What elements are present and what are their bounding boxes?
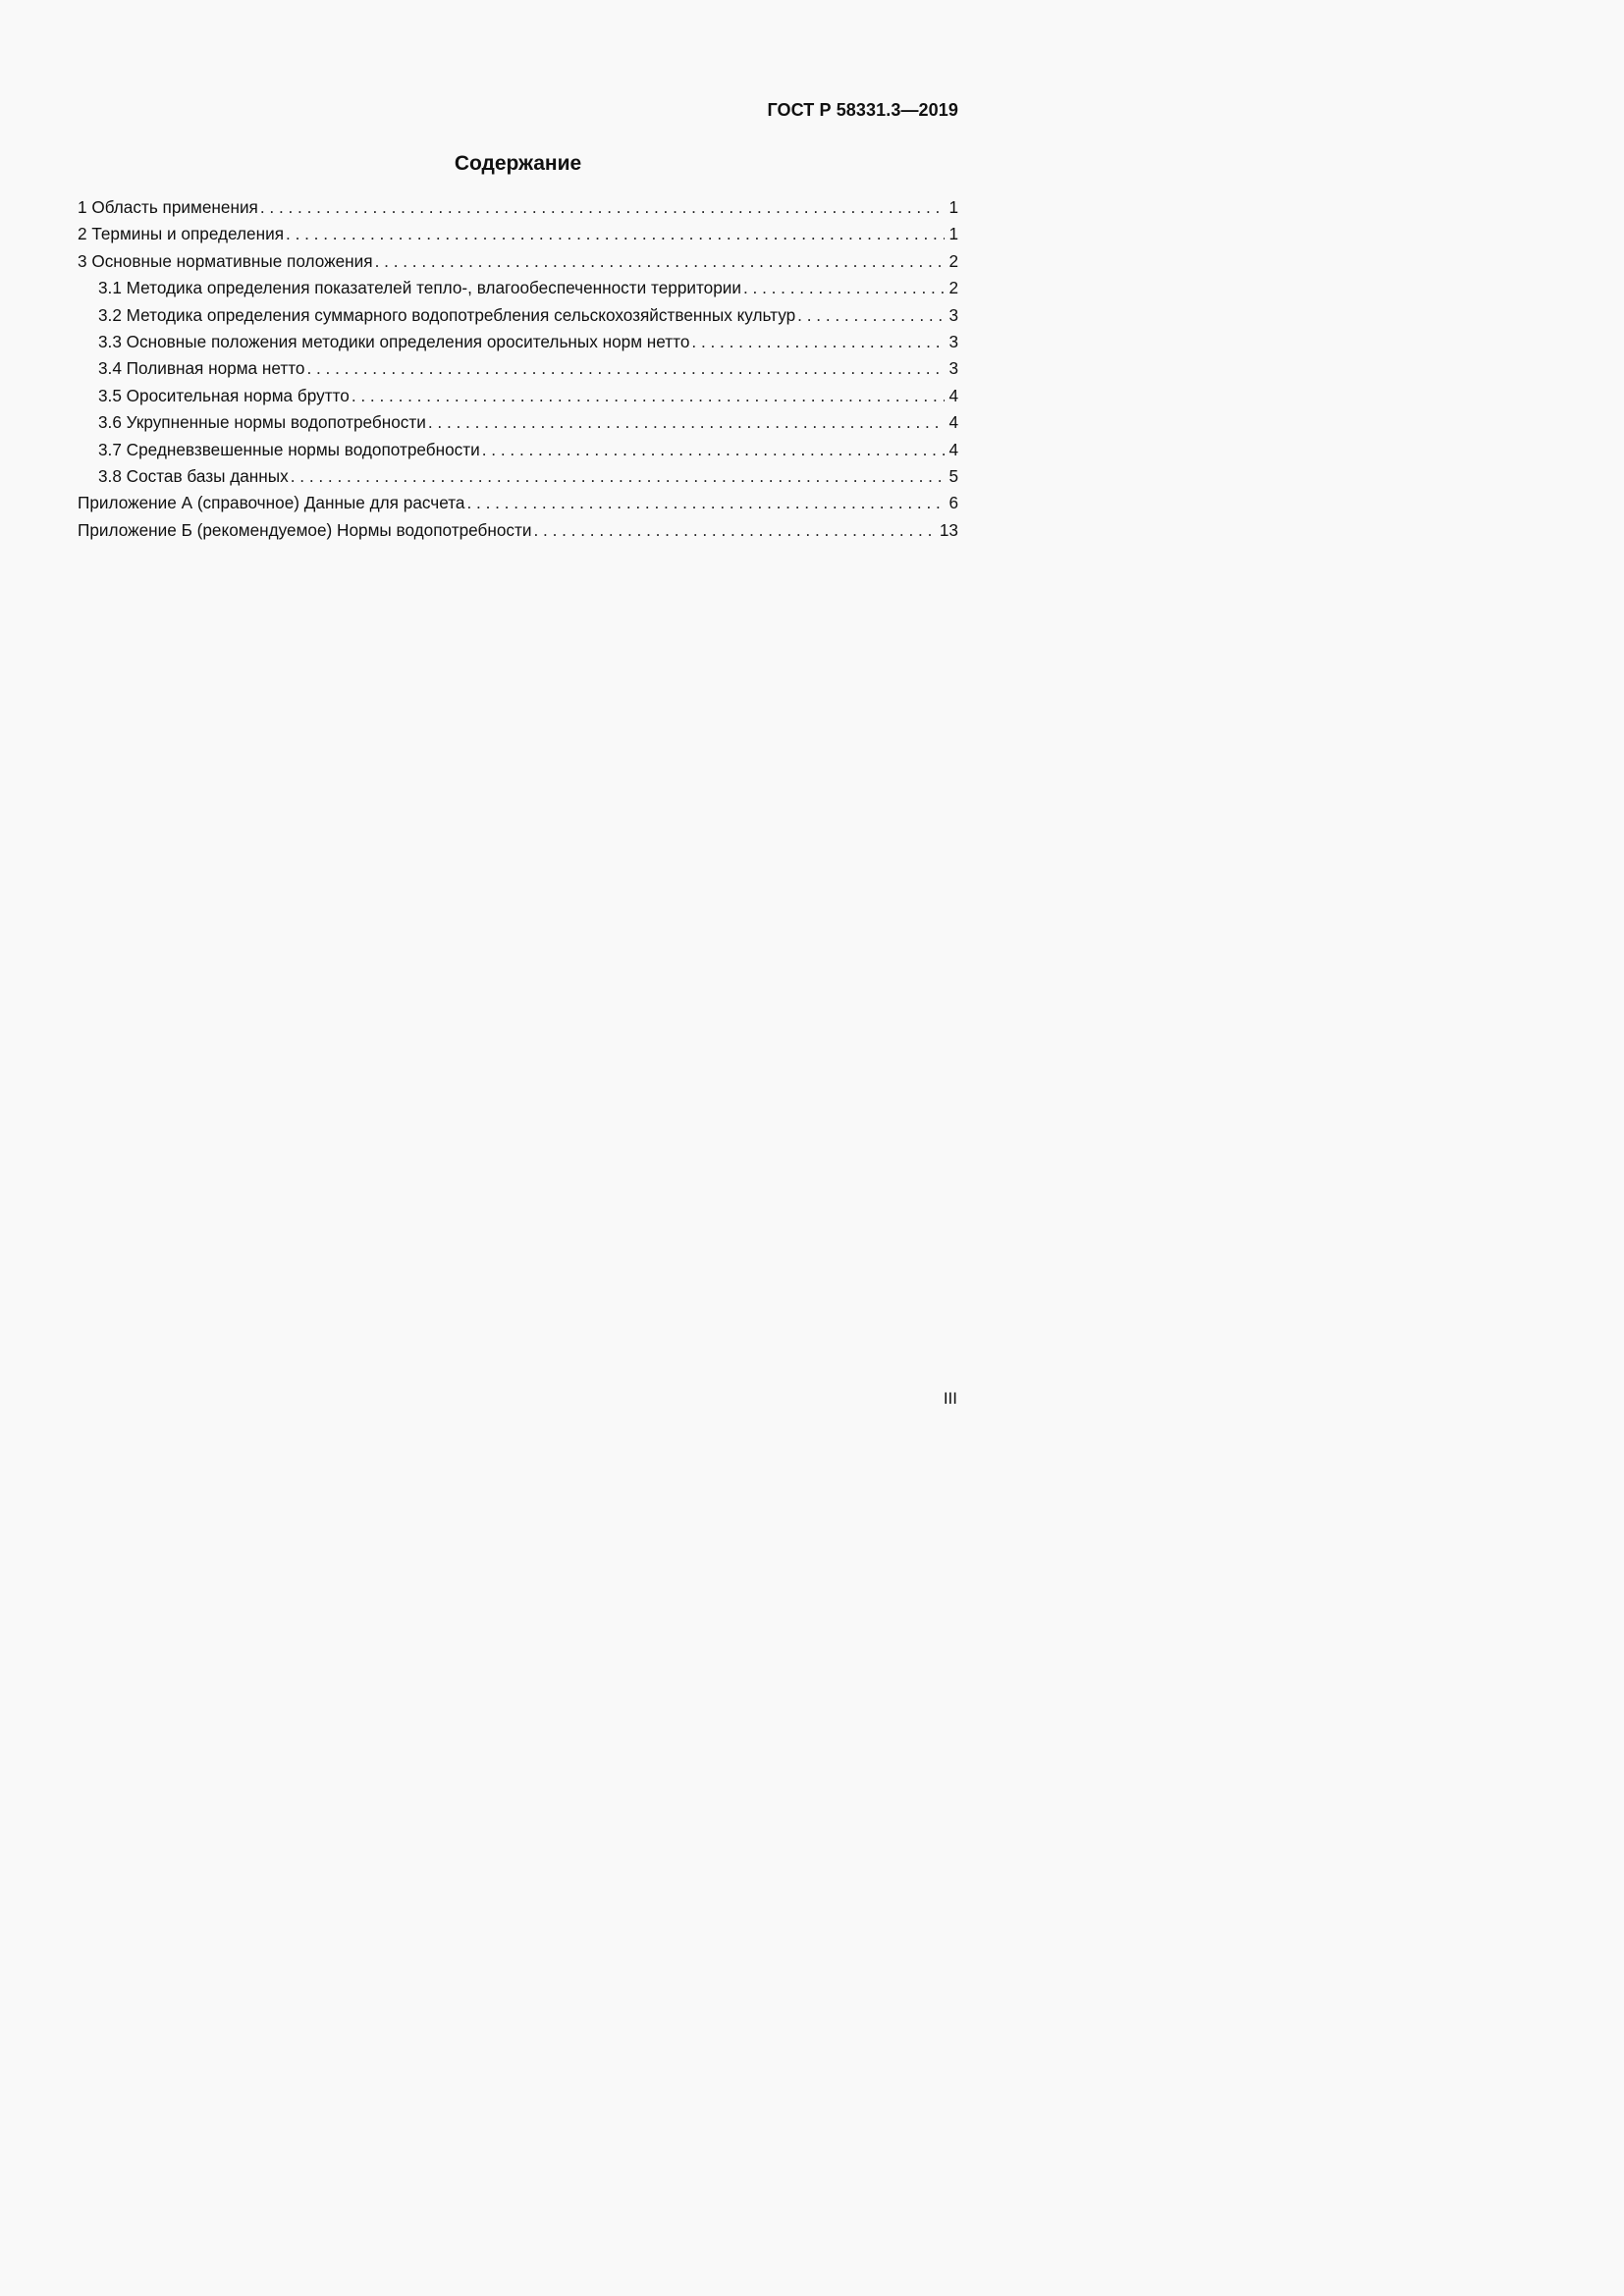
toc-entry-page: 13: [939, 519, 958, 540]
toc-entry-page: 6: [948, 493, 958, 513]
toc-dot-leader: [482, 437, 946, 463]
toc-dot-leader: [291, 463, 946, 490]
page-number: III: [943, 1389, 957, 1408]
toc-entry-page: 1: [948, 224, 958, 244]
toc-subentry[interactable]: [78, 437, 958, 463]
toc-subentry[interactable]: [78, 463, 958, 490]
toc-entry-text: 2 Термины и определения: [78, 224, 285, 244]
toc-dot-leader: [691, 329, 945, 355]
toc-subentry[interactable]: [78, 275, 958, 301]
toc-entry[interactable]: [78, 248, 958, 275]
toc-entry-text: Приложение А (справочное) Данные для расчета: [78, 493, 465, 513]
toc-entry-text: 3.5 Оросительная норма брутто: [98, 385, 350, 405]
toc-dot-leader: [428, 409, 946, 436]
toc-entry-text: Приложение Б (рекомендуемое) Нормы водопотребности: [78, 519, 532, 540]
toc-entry-page: 2: [948, 278, 958, 298]
toc-entry[interactable]: [78, 517, 958, 544]
toc-entry-page: 3: [948, 304, 958, 325]
toc-entry-page: 4: [948, 385, 958, 405]
toc-entry[interactable]: [78, 221, 958, 247]
toc-entry-text: 3.7 Средневзвешенные нормы водопотребности: [98, 439, 480, 459]
toc-subentry[interactable]: [78, 302, 958, 329]
toc-subentry[interactable]: [78, 329, 958, 355]
toc-entry-page: 4: [948, 439, 958, 459]
toc-entry-page: 4: [948, 412, 958, 433]
toc-subentry[interactable]: [78, 383, 958, 409]
toc-dot-leader: [260, 194, 946, 221]
toc-subentry[interactable]: [78, 409, 958, 436]
toc-entry-text: 3.3 Основные положения методики определения оросительных норм нетто: [98, 331, 690, 351]
toc-entry-text: 3.2 Методика определения суммарного водопотребления сельскохозяйственных культур: [98, 304, 796, 325]
toc-entry-page: 2: [948, 250, 958, 271]
document-code: ГОСТ Р 58331.3—2019: [767, 100, 958, 120]
toc-entry[interactable]: [78, 194, 958, 221]
toc-entry-page: 5: [948, 465, 958, 486]
toc-entry-text: 3.8 Состав базы данных: [98, 465, 289, 486]
toc-entry-page: 3: [948, 358, 958, 379]
table-of-contents: [78, 194, 958, 544]
toc-dot-leader: [533, 517, 935, 544]
toc-subentry[interactable]: [78, 355, 958, 382]
toc-entry-text: 1 Область применения: [78, 197, 258, 217]
toc-dot-leader: [797, 302, 945, 329]
toc-entry-text: 3 Основные нормативные положения: [78, 250, 373, 271]
toc-dot-leader: [743, 275, 945, 301]
toc-dot-leader: [375, 248, 946, 275]
toc-dot-leader: [286, 221, 945, 247]
toc-entry-page: 3: [948, 331, 958, 351]
toc-dot-leader: [352, 383, 946, 409]
toc-entry-text: 3.1 Методика определения показателей тепло-, влагообеспеченности территории: [98, 278, 741, 298]
toc-entry-text: 3.4 Поливная норма нетто: [98, 358, 305, 379]
toc-dot-leader: [306, 355, 945, 382]
toc-entry[interactable]: [78, 490, 958, 516]
toc-entry-text: 3.6 Укрупненные нормы водопотребности: [98, 412, 426, 433]
toc-title: Содержание: [454, 152, 582, 175]
toc-entry-page: 1: [948, 197, 958, 217]
toc-dot-leader: [466, 490, 945, 516]
